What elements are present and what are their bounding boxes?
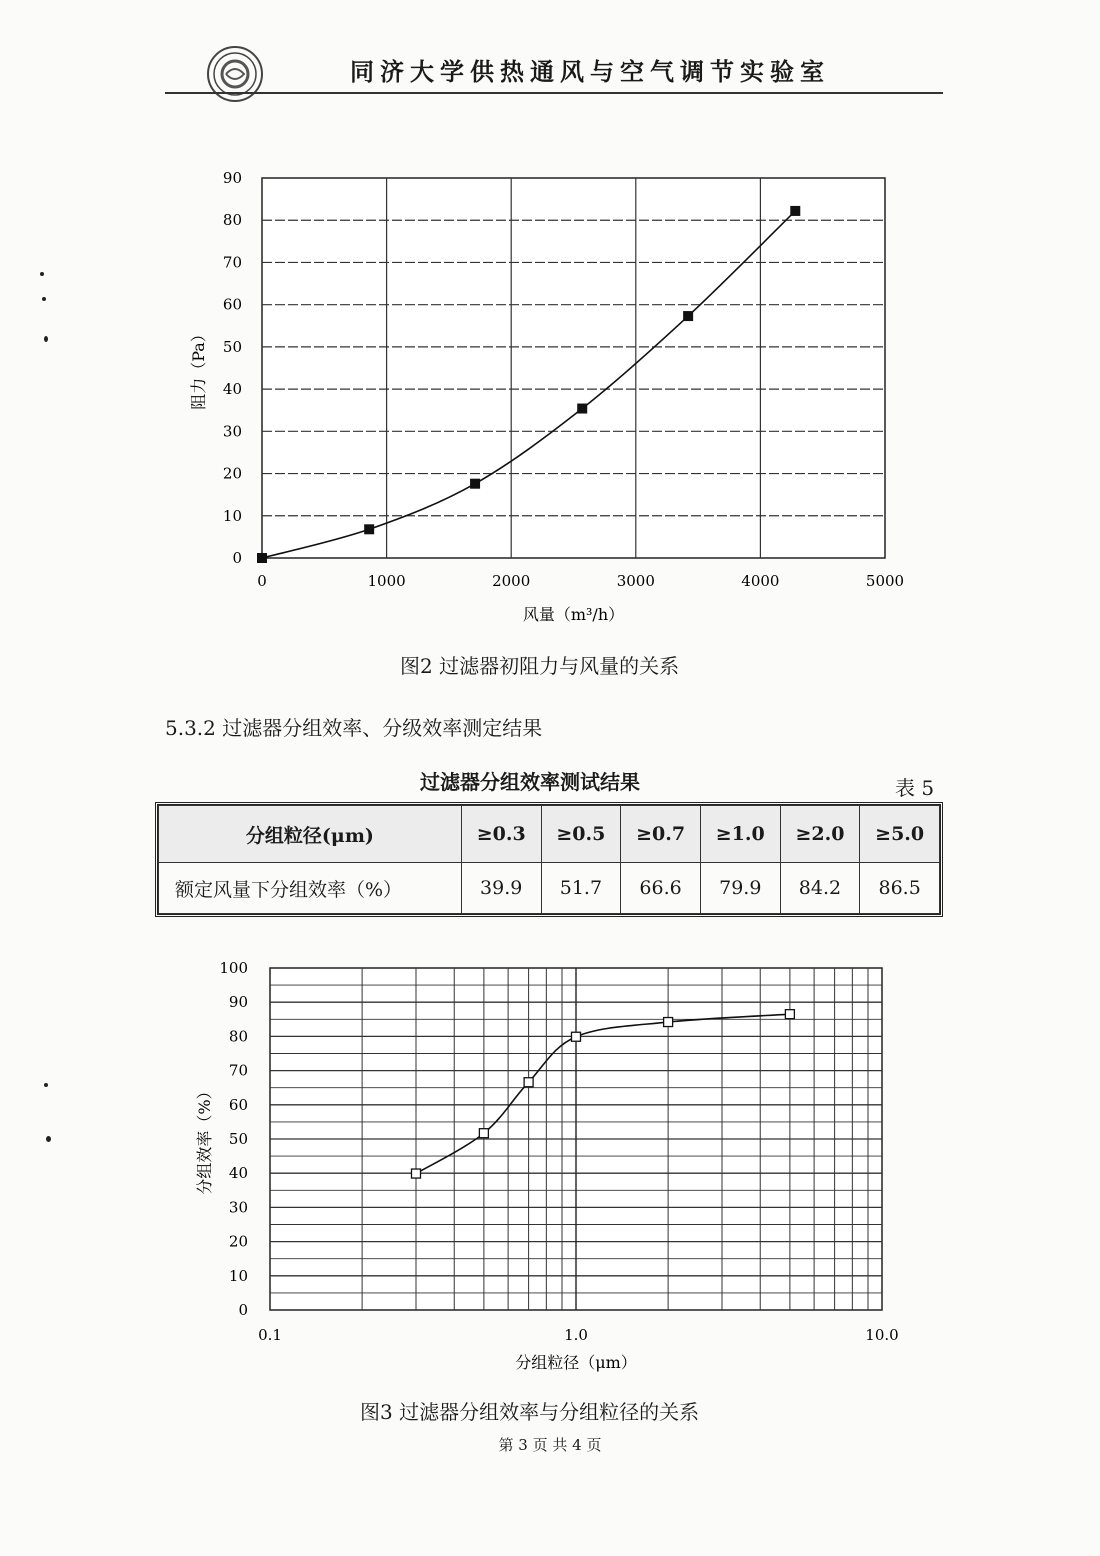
lab-name-title: 同济大学供热通风与空气调节实验室 [350,57,830,86]
x-tick-label: 3000 [616,572,655,590]
y-tick-label: 80 [228,1027,248,1046]
table-cell: 79.9 [700,863,780,914]
table-row-label: 额定风量下分组效率（%） [159,863,462,914]
x-axis-label: 分组粒径（μm） [515,1353,637,1372]
figure3-caption: 图3 过滤器分组效率与分组粒径的关系 [360,1400,700,1424]
y-tick-label: 20 [228,1232,248,1251]
page-number: 第 3 页 共 4 页 [498,1436,602,1454]
table-cell: 86.5 [860,863,940,914]
y-tick-label: 70 [228,1061,248,1080]
table-cell: 66.6 [621,863,701,914]
x-tick-label: 1.0 [564,1326,588,1344]
laboratory-logo-icon [205,44,265,104]
page-header [165,40,943,98]
y-tick-label: 0 [238,1301,248,1319]
data-point [785,1010,794,1019]
y-tick-label: 40 [222,380,242,399]
x-tick-label: 5000 [865,572,905,590]
y-tick-label: 50 [228,1130,248,1148]
data-point [364,524,374,534]
y-tick-label: 80 [222,211,242,230]
y-tick-label: 10 [222,506,242,525]
x-tick-label: 4000 [741,572,780,590]
header-rule [165,92,943,94]
table-column-header: ≥5.0 [860,806,940,863]
table-cell: 51.7 [541,863,621,914]
data-point [790,206,800,216]
data-point [470,479,480,489]
table-row [159,863,940,914]
efficiency-vs-particle-size-chart [180,950,920,1390]
y-tick-label: 90 [222,169,242,187]
y-tick-label: 60 [228,1095,248,1114]
table-column-header: ≥1.0 [700,806,780,863]
y-tick-label: 100 [219,959,248,977]
x-tick-label: 10.0 [865,1326,899,1344]
y-tick-label: 30 [228,1198,248,1217]
x-tick-label: 1000 [367,572,406,590]
figure2-caption: 图2 过滤器初阻力与风量的关系 [400,654,680,678]
plot-area [262,178,885,558]
section-heading: 5.3.2 过滤器分组效率、分级效率测定结果 [165,716,543,740]
y-axis-label: 分组效率（%） [195,1083,214,1195]
y-tick-label: 90 [228,993,248,1012]
y-tick-label: 30 [222,422,242,441]
y-tick-label: 40 [228,1164,248,1183]
data-point [524,1078,533,1087]
x-axis-label: 风量（m³/h） [522,605,625,624]
table-column-header: ≥0.5 [541,806,621,863]
y-axis-label: 阻力（Pa） [189,326,208,410]
efficiency-table [155,802,943,917]
table-title: 过滤器分组效率测试结果 [420,770,640,794]
y-tick-label: 50 [222,337,242,356]
y-tick-label: 70 [222,253,242,272]
x-tick-label: 0 [257,572,267,590]
y-tick-label: 10 [228,1266,248,1285]
x-tick-label: 0.1 [258,1326,282,1344]
data-point [577,404,587,414]
data-point [257,553,267,563]
resistance-vs-airflow-chart [180,158,920,638]
y-tick-label: 20 [222,464,242,483]
data-point [683,311,693,321]
y-tick-label: 60 [222,295,242,314]
x-tick-label: 2000 [492,572,531,590]
table-cell: 84.2 [780,863,860,914]
table-cell: 39.9 [461,863,541,914]
data-point [664,1018,673,1027]
data-point [479,1129,488,1138]
data-point [572,1032,581,1041]
y-tick-label: 0 [232,549,242,567]
table-header-row [159,806,940,863]
table-column-header: ≥0.7 [621,806,701,863]
table-column-header: ≥2.0 [780,806,860,863]
table-label: 表 5 [895,776,935,800]
table-header-label: 分组粒径(μm) [159,806,462,863]
data-point [411,1169,420,1178]
table-column-header: ≥0.3 [461,806,541,863]
